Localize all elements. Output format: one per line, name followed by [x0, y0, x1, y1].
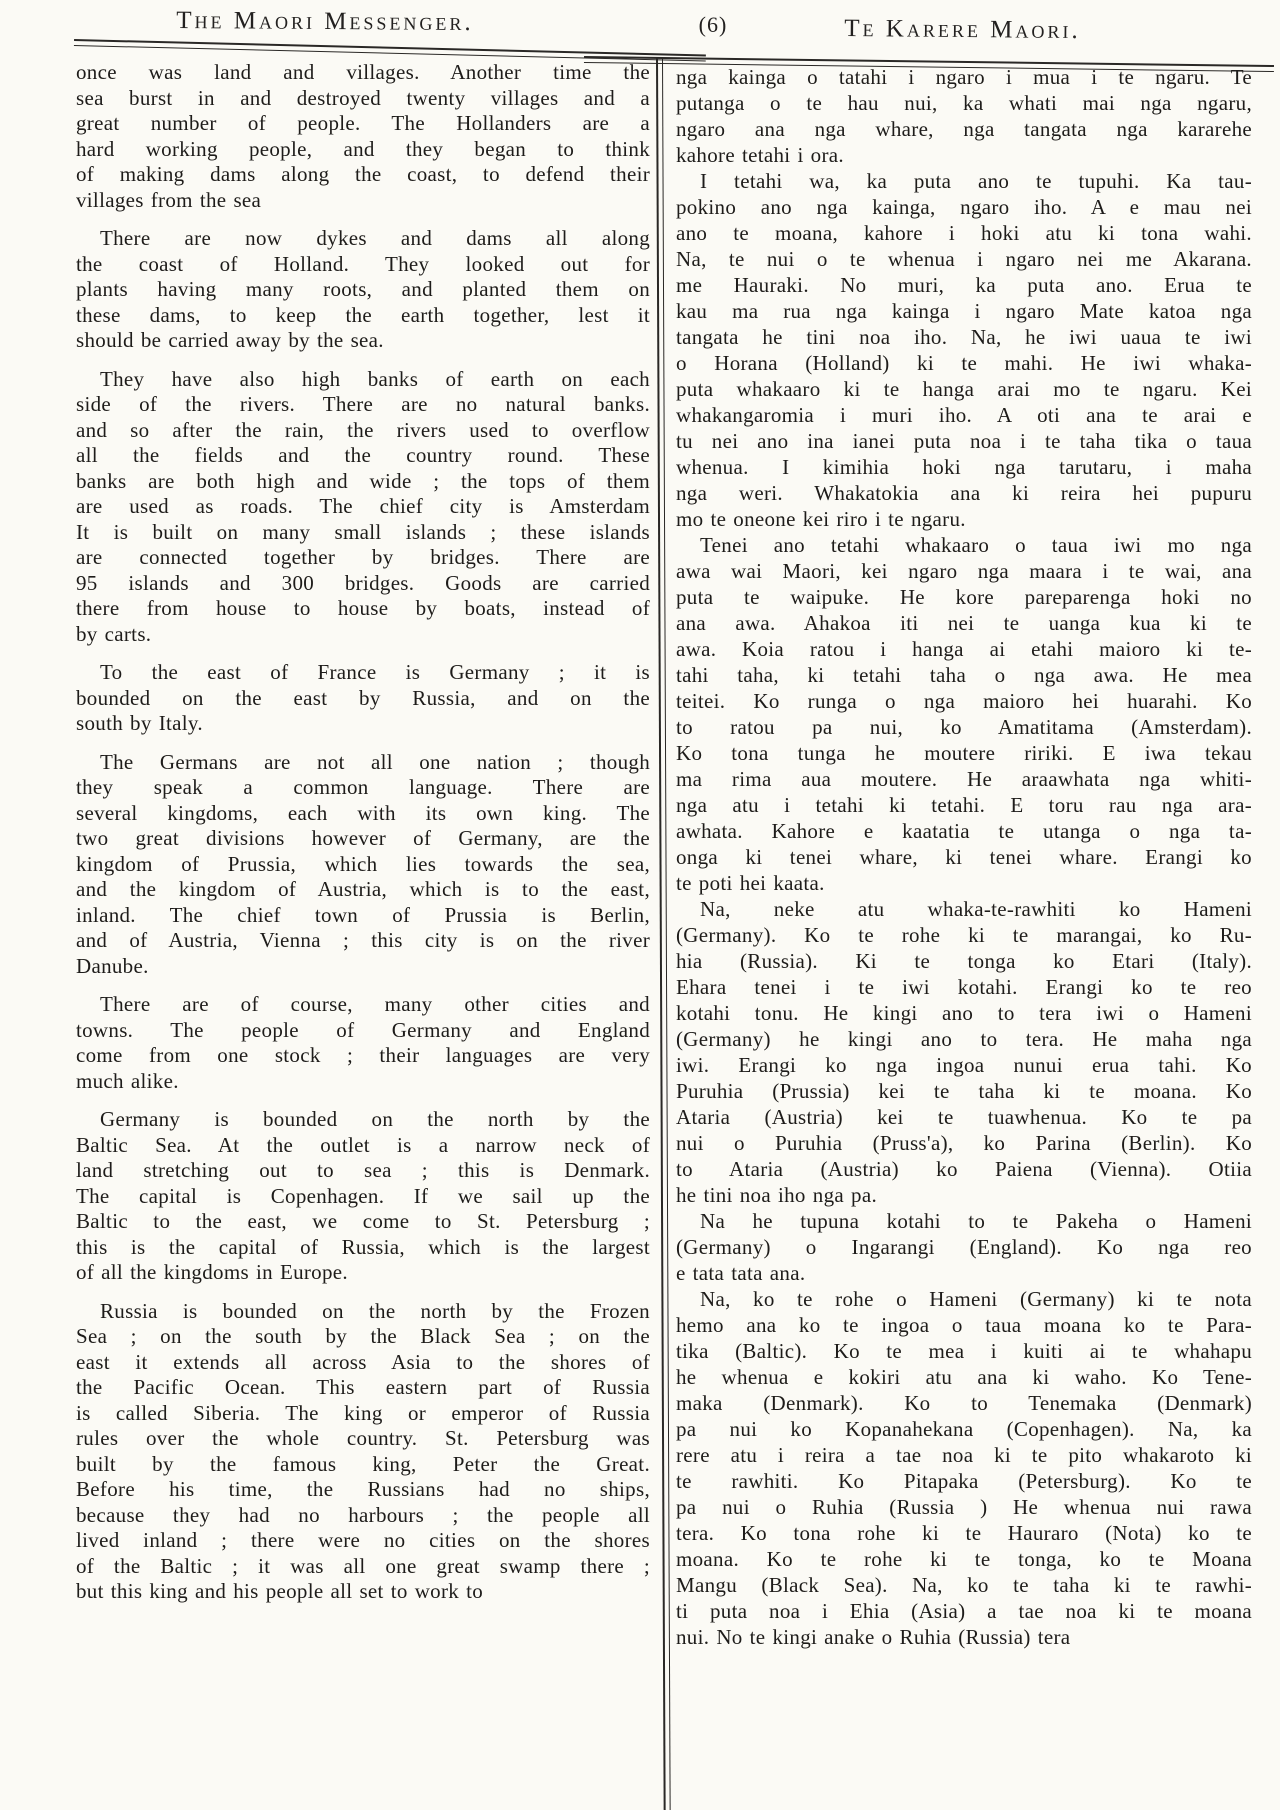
text-line: the coast of Holland. They looked out for — [76, 251, 650, 276]
text-line: and so after the rain, the rivers used to overflow — [76, 417, 650, 442]
text-line: but this king and his people all set to work to — [76, 1579, 484, 1603]
text-line: Baltic to the east, we come to St. Petersburg ; — [76, 1209, 650, 1233]
paragraph — [676, 532, 1252, 896]
text-line: moana. Ko te rohe ki te tonga, ko te Moana — [676, 1547, 1252, 1571]
text-line: of the Baltic ; it was all one great swamp there ; — [76, 1553, 650, 1578]
text-line: south by Italy. — [76, 711, 203, 735]
text-line: awhata. Kahore e kaatatia te utanga o nga ta- — [676, 819, 1252, 843]
text-line: once was land and villages. Another time the — [76, 60, 650, 84]
text-line: tika (Baltic). Ko te mea i kuiti ai te whahapu — [676, 1339, 1252, 1363]
text-line: ngaro ana nga whare, nga tangata nga kararehe — [676, 117, 1252, 141]
text-line: by carts. — [76, 621, 152, 646]
text-line: there from house to house by boats, instead of — [76, 596, 650, 620]
text-line: e tata tata ana. — [676, 1261, 806, 1285]
text-line: pa nui o Ruhia (Russia ) He whenua nui rawa — [676, 1495, 1252, 1519]
text-line: he tini noa iho nga pa. — [676, 1183, 878, 1207]
paragraph — [76, 367, 650, 648]
text-line: tera. Ko tona rohe ki te Hauraro (Nota) ko te — [676, 1521, 1252, 1545]
text-line: awa wai Maori, kei ngaro nga maara i te wai, ana — [676, 559, 1252, 583]
text-line: these dams, to keep the earth together, lest it — [76, 302, 650, 327]
text-line: Mangu (Black Sea). Na, ko te taha ki te rawhi- — [676, 1573, 1252, 1597]
text-line: Ko tona tunga he moutere ririki. E iwa tekau — [676, 741, 1252, 765]
text-line: To the east of France is Germany ; it is — [100, 660, 650, 684]
text-line: land stretching out to sea ; this is Denmark. — [76, 1158, 650, 1182]
paragraph — [76, 992, 650, 1094]
text-line: nga atu i tetahi ki tetahi. E toru rau nga ara- — [676, 793, 1252, 817]
paragraph — [76, 1299, 650, 1605]
text-line: rere atu i reira a tae noa ki te pito whakaroto ki — [676, 1443, 1252, 1467]
text-line: east it extends all across Asia to the shores of — [76, 1349, 650, 1374]
text-line: come from one stock ; their languages are very — [76, 1043, 650, 1067]
text-line: to Ataria (Austria) ko Paiena (Vienna). Otiia — [676, 1157, 1252, 1181]
text-line: tangata he tini noa iho. Na, he iwi uaua te iwi — [676, 325, 1252, 349]
text-line: Russia is bounded on the north by the Frozen — [100, 1298, 650, 1323]
text-line: kotahi tonu. He kingi ano to tera iwi o Hameni — [676, 1001, 1252, 1025]
text-line: Sea ; on the south by the Black Sea ; on the — [76, 1324, 650, 1348]
paragraph — [76, 60, 650, 213]
text-line: because they had no harbours ; the people all — [76, 1502, 650, 1527]
text-line: There are of course, many other cities and — [100, 992, 650, 1016]
text-line: There are now dykes and dams all along — [100, 226, 650, 250]
text-line: towns. The people of Germany and England — [76, 1017, 650, 1042]
text-line: puta te waipuke. He kore pareparenga hoki no — [676, 585, 1252, 609]
text-line: villages from the sea — [76, 187, 262, 212]
masthead-left-title: The Maori Messenger. — [176, 6, 474, 37]
text-line: built by the famous king, Peter the Great. — [76, 1451, 650, 1476]
text-line: me Hauraki. No muri, ka puta ano. Erua te — [676, 273, 1252, 297]
text-line: Germany is bounded on the north by the — [100, 1107, 650, 1131]
text-line: banks are both high and wide ; the tops of them — [76, 468, 650, 493]
text-line: Na, neke atu whaka-te-rawhiti ko Hameni — [700, 897, 1252, 921]
text-line: great number of people. The Hollanders are a — [76, 111, 650, 135]
text-line: teitei. Ko runga o nga maioro hei huarahi. Ko — [676, 689, 1252, 713]
text-line: much alike. — [76, 1068, 179, 1093]
text-line: Danube. — [76, 953, 149, 978]
text-line: It is built on many small islands ; these islands — [76, 519, 650, 544]
column-divider-rule — [656, 58, 671, 1810]
text-line: Ataria (Austria) kei te tuawhenua. Ko te pa — [676, 1105, 1252, 1129]
text-line: awa. Koia ratou i hanga ai etahi maioro ki te- — [676, 637, 1252, 661]
text-line: Before his time, the Russians had no ships, — [76, 1477, 650, 1501]
paragraph — [676, 1208, 1252, 1286]
text-line: pokino ano nga kainga, ngaro iho. A e mau nei — [676, 195, 1252, 219]
text-line: the Pacific Ocean. This eastern part of Russia — [76, 1375, 650, 1399]
text-line: onga ki tenei whare, ki tenei whare. Erangi ko — [676, 845, 1252, 869]
text-line: ma rima aua moutere. He araawhata nga whiti- — [676, 767, 1252, 791]
text-line: tahi taha, ki tetahi taha o nga awa. He mea — [676, 663, 1252, 687]
text-line: all the fields and the country round. These — [76, 443, 650, 467]
text-line: nui. No te kingi anake o Ruhia (Russia) tera — [676, 1625, 1071, 1649]
text-line: ti puta noa i Ehia (Asia) a tae noa ki te moana — [676, 1599, 1252, 1623]
text-line: nga kainga o tatahi i ngaro i mua i te ngaru. Te — [676, 65, 1252, 89]
text-line: puta whakaaro ki te hanga arai mo te ngaru. Kei — [676, 377, 1252, 401]
text-line: plants having many roots, and planted them on — [76, 277, 650, 301]
text-line: this is the capital of Russia, which is the largest — [76, 1234, 650, 1259]
text-line: nui o Puruhia (Pruss'a), ko Parina (Berlin). Ko — [676, 1131, 1252, 1155]
text-line: several kingdoms, each with its own king. The — [76, 800, 650, 825]
text-line: side of the rivers. There are no natural banks. — [76, 392, 650, 416]
text-line: Baltic Sea. At the outlet is a narrow neck of — [76, 1132, 650, 1157]
text-line: they speak a common language. There are — [76, 775, 650, 799]
paragraph — [676, 896, 1252, 1208]
text-line: pa nui ko Kopanahekana (Copenhagen). Na, ka — [676, 1417, 1252, 1441]
paragraph — [76, 660, 650, 737]
text-line: rules over the whole country. St. Petersburg was — [76, 1426, 650, 1450]
text-line: Na he tupuna kotahi to te Pakeha o Hameni — [700, 1209, 1252, 1233]
paragraph — [76, 750, 650, 980]
text-line: putanga o te hau nui, ka whati mai nga ngaru, — [676, 91, 1252, 115]
text-line: Tenei ano tetahi whakaaro o taua iwi mo nga — [700, 533, 1252, 557]
text-line: kingdom of Prussia, which lies towards the sea, — [76, 851, 650, 876]
text-line: mo te oneone kei riro i te ngaru. — [676, 507, 966, 531]
text-line: Na, ko te rohe o Hameni (Germany) ki te nota — [700, 1287, 1252, 1311]
text-line: 95 islands and 300 bridges. Goods are carried — [76, 570, 650, 595]
text-line: to ratou pa nui, ko Amatitama (Amsterdam). — [676, 715, 1252, 739]
text-line: tu nei ano ina ianei puta noa i te taha tika o taua — [676, 429, 1252, 453]
text-line: two great divisions however of Germany, are the — [76, 826, 650, 850]
text-line: should be carried away by the sea. — [76, 328, 384, 352]
text-line: (Germany) o Ingarangi (England). Ko nga reo — [676, 1235, 1252, 1259]
text-line: kahore tetahi i ora. — [676, 143, 844, 167]
text-line: whakangaromia i muri iho. A oti ana te arai e — [676, 403, 1252, 427]
text-line: he whenua e kokiri atu ana ki waho. Ko Tene- — [676, 1365, 1252, 1389]
paragraph — [676, 1286, 1252, 1650]
text-line: and the kingdom of Austria, which is to the east, — [76, 877, 650, 901]
english-text-column — [76, 60, 650, 1605]
text-line: o Horana (Holland) ki te mahi. He iwi whaka- — [676, 351, 1252, 375]
maori-text-column — [676, 64, 1252, 1650]
text-line: are used as roads. The chief city is Amsterdam — [76, 494, 650, 518]
text-line: ana awa. Ahakoa iti nei te uanga kua ki te — [676, 611, 1252, 635]
text-line: iwi. Erangi ko nga ingoa nunui erua tahi. Ko — [676, 1053, 1252, 1077]
text-line: te poti hei kaata. — [676, 871, 825, 895]
paragraph — [76, 1107, 650, 1286]
text-line: Na, te nui o te whenua i ngaro nei me Akarana. — [676, 247, 1252, 271]
paragraph — [676, 64, 1252, 168]
text-line: ano te moana, kahore i hoki atu ki tona wahi. — [676, 221, 1252, 245]
text-line: sea burst in and destroyed twenty villages and a — [76, 85, 650, 110]
text-line: lived inland ; there were no cities on the shores — [76, 1528, 650, 1552]
text-line: hard working people, and they began to think — [76, 136, 650, 161]
text-line: te rawhiti. Ko Pitapaka (Petersburg). Ko te — [676, 1469, 1252, 1493]
text-line: bounded on the east by Russia, and on the — [76, 685, 650, 710]
text-line: They have also high banks of earth on each — [100, 366, 650, 391]
text-line: Ehara tenei i te iwi kotahi. Erangi ko te reo — [676, 975, 1252, 999]
page-number: (6) — [698, 12, 728, 37]
text-line: of making dams along the coast, to defend their — [76, 162, 650, 186]
text-line: of all the kingdoms in Europe. — [76, 1260, 348, 1284]
text-line: (Germany) he kingi ano to tera. He maha nga — [676, 1027, 1252, 1051]
text-line: hia (Russia). Ki te tonga ko Etari (Italy). — [676, 949, 1252, 973]
text-line: kau ma rua nga kainga i ngaro Mate katoa nga — [676, 299, 1252, 323]
text-line: The Germans are not all one nation ; though — [100, 749, 650, 774]
text-line: whenua. I kimihia hoki nga tarutaru, i maha — [676, 455, 1252, 479]
text-line: maka (Denmark). Ko to Tenemaka (Denmark) — [676, 1391, 1252, 1415]
text-line: nga weri. Whakatokia ana ki reira hei pupuru — [676, 481, 1252, 505]
text-line: and of Austria, Vienna ; this city is on the river — [76, 928, 650, 952]
text-line: inland. The chief town of Prussia is Berlin, — [76, 902, 650, 927]
text-line: Puruhia (Prussia) kei te taha ki te moana. Ko — [676, 1079, 1252, 1103]
paragraph — [76, 226, 650, 354]
text-line: (Germany). Ko te rohe ki te marangai, ko Ru- — [676, 923, 1252, 947]
text-line: hemo ana ko te ingoa o taua moana ko te Para- — [676, 1313, 1252, 1337]
text-line: I tetahi wa, ka puta ano te tupuhi. Ka tau- — [700, 169, 1252, 193]
masthead-right-title: Te Karere Maori. — [844, 14, 1081, 45]
text-line: is called Siberia. The king or emperor of Russia — [76, 1400, 650, 1425]
text-line: are connected together by bridges. There are — [76, 545, 650, 569]
text-line: The capital is Copenhagen. If we sail up the — [76, 1183, 650, 1208]
paragraph — [676, 168, 1252, 532]
